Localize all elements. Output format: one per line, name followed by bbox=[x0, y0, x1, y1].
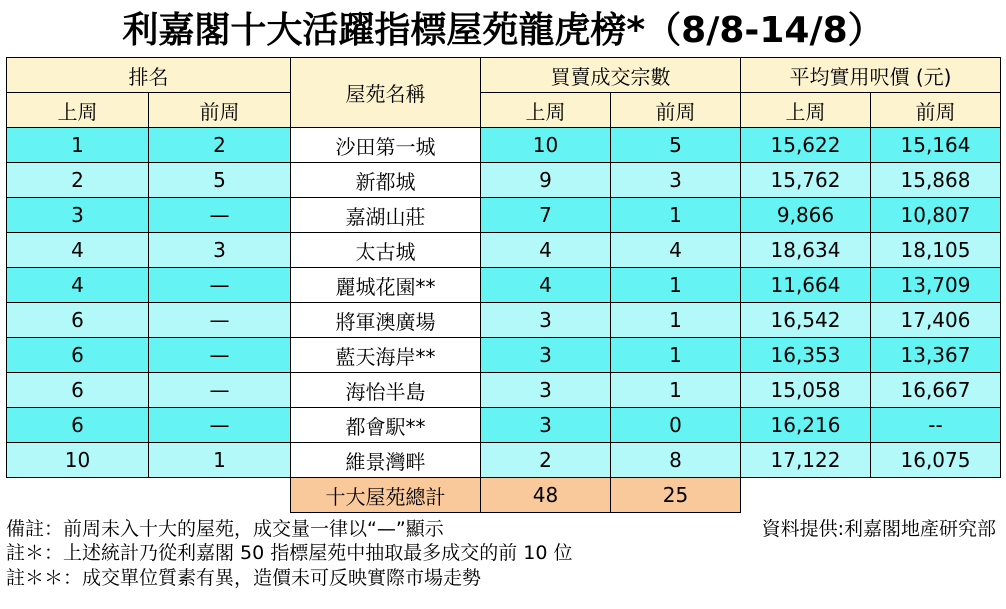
cell-deals-prev-week: 4 bbox=[611, 233, 741, 268]
cell-price-last-week: 18,634 bbox=[741, 233, 871, 268]
cell-deals-last-week: 3 bbox=[481, 408, 611, 443]
cell-estate-name: 新都城 bbox=[291, 163, 481, 198]
header-average-price: 平均實用呎價 (元) bbox=[741, 58, 1001, 93]
table-row bbox=[7, 408, 1001, 443]
table-row bbox=[7, 338, 1001, 373]
total-deals-last-week: 48 bbox=[481, 478, 611, 513]
cell-deals-last-week: 3 bbox=[481, 303, 611, 338]
cell-deals-prev-week: 3 bbox=[611, 163, 741, 198]
cell-deals-prev-week: 1 bbox=[611, 303, 741, 338]
cell-rank-prev-week: — bbox=[149, 338, 291, 373]
cell-rank-prev-week: — bbox=[149, 268, 291, 303]
cell-deals-last-week: 10 bbox=[481, 128, 611, 163]
cell-estate-name: 海怡半島 bbox=[291, 373, 481, 408]
cell-deals-last-week: 7 bbox=[481, 198, 611, 233]
cell-rank-prev-week: — bbox=[149, 303, 291, 338]
cell-rank-prev-week: 2 bbox=[149, 128, 291, 163]
footnote-remark: 備註：前周未入十大的屋苑，成交量一律以“—”顯示 bbox=[6, 518, 444, 540]
table-row bbox=[7, 198, 1001, 233]
cell-rank-prev-week: — bbox=[149, 198, 291, 233]
cell-rank-prev-week: — bbox=[149, 373, 291, 408]
estate-ranking-table bbox=[6, 57, 1001, 513]
footnote-double-asterisk: 註＊＊：成交單位質素有異，造價未可反映實際市場走勢 bbox=[6, 566, 482, 589]
table-header-sub-row bbox=[7, 93, 1001, 128]
table-header-group-row bbox=[7, 58, 1001, 93]
total-deals-prev-week: 25 bbox=[611, 478, 741, 513]
subheader-deals-prev-week: 前周 bbox=[611, 93, 741, 128]
subheader-rank-prev-week: 前周 bbox=[149, 93, 291, 128]
cell-estate-name: 維景灣畔 bbox=[291, 443, 481, 478]
cell-rank-last-week: 6 bbox=[7, 338, 149, 373]
table-row bbox=[7, 163, 1001, 198]
cell-price-last-week: 15,058 bbox=[741, 373, 871, 408]
cell-deals-last-week: 4 bbox=[481, 268, 611, 303]
cell-deals-last-week: 9 bbox=[481, 163, 611, 198]
cell-price-last-week: 16,542 bbox=[741, 303, 871, 338]
cell-deals-last-week: 4 bbox=[481, 233, 611, 268]
subheader-rank-last-week: 上周 bbox=[7, 93, 149, 128]
cell-rank-last-week: 3 bbox=[7, 198, 149, 233]
cell-rank-last-week: 6 bbox=[7, 408, 149, 443]
cell-deals-last-week: 2 bbox=[481, 443, 611, 478]
cell-deals-last-week: 3 bbox=[481, 338, 611, 373]
subheader-price-prev-week: 前周 bbox=[871, 93, 1001, 128]
total-label: 十大屋苑總計 bbox=[291, 478, 481, 513]
cell-rank-last-week: 2 bbox=[7, 163, 149, 198]
header-deal-count: 買賣成交宗數 bbox=[481, 58, 741, 93]
cell-price-prev-week: 17,406 bbox=[871, 303, 1001, 338]
cell-price-prev-week: -- bbox=[871, 408, 1001, 443]
cell-rank-last-week: 1 bbox=[7, 128, 149, 163]
cell-price-last-week: 16,216 bbox=[741, 408, 871, 443]
table-row bbox=[7, 233, 1001, 268]
cell-estate-name: 麗城花園** bbox=[291, 268, 481, 303]
cell-price-last-week: 9,866 bbox=[741, 198, 871, 233]
cell-price-last-week: 15,622 bbox=[741, 128, 871, 163]
total-spacer-left bbox=[7, 478, 149, 513]
cell-deals-prev-week: 8 bbox=[611, 443, 741, 478]
cell-rank-last-week: 6 bbox=[7, 303, 149, 338]
cell-rank-last-week: 6 bbox=[7, 373, 149, 408]
table-row bbox=[7, 443, 1001, 478]
footnotes bbox=[6, 517, 1000, 590]
cell-price-prev-week: 16,075 bbox=[871, 443, 1001, 478]
cell-price-prev-week: 16,667 bbox=[871, 373, 1001, 408]
cell-estate-name: 沙田第一城 bbox=[291, 128, 481, 163]
subheader-deals-last-week: 上周 bbox=[481, 93, 611, 128]
cell-price-prev-week: 15,164 bbox=[871, 128, 1001, 163]
table-row bbox=[7, 303, 1001, 338]
total-row bbox=[7, 478, 1001, 513]
cell-price-prev-week: 15,868 bbox=[871, 163, 1001, 198]
page-title: 利嘉閣十大活躍指標屋苑龍虎榜*（8/8-14/8） bbox=[122, 10, 884, 51]
table-footer bbox=[7, 478, 1001, 513]
cell-deals-prev-week: 1 bbox=[611, 373, 741, 408]
total-spacer-right bbox=[741, 478, 871, 513]
total-spacer-right2 bbox=[871, 478, 1001, 513]
table-row bbox=[7, 128, 1001, 163]
cell-estate-name: 藍天海岸** bbox=[291, 338, 481, 373]
cell-price-last-week: 11,664 bbox=[741, 268, 871, 303]
cell-price-prev-week: 13,367 bbox=[871, 338, 1001, 373]
cell-price-last-week: 17,122 bbox=[741, 443, 871, 478]
table-row bbox=[7, 268, 1001, 303]
cell-rank-prev-week: — bbox=[149, 408, 291, 443]
cell-price-last-week: 16,353 bbox=[741, 338, 871, 373]
cell-deals-prev-week: 5 bbox=[611, 128, 741, 163]
footnote-asterisk: 註＊：上述統計乃從利嘉閣 50 指標屋苑中抽取最多成交的前 10 位 bbox=[6, 542, 573, 565]
cell-rank-prev-week: 3 bbox=[149, 233, 291, 268]
cell-estate-name: 太古城 bbox=[291, 233, 481, 268]
cell-price-prev-week: 13,709 bbox=[871, 268, 1001, 303]
cell-rank-prev-week: 1 bbox=[149, 443, 291, 478]
table-row bbox=[7, 373, 1001, 408]
cell-rank-prev-week: 5 bbox=[149, 163, 291, 198]
cell-deals-last-week: 3 bbox=[481, 373, 611, 408]
cell-estate-name: 嘉湖山莊 bbox=[291, 198, 481, 233]
cell-price-prev-week: 18,105 bbox=[871, 233, 1001, 268]
footnote-row-1 bbox=[6, 517, 1000, 541]
cell-price-prev-week: 10,807 bbox=[871, 198, 1001, 233]
cell-deals-prev-week: 1 bbox=[611, 198, 741, 233]
data-source: 資料提供:利嘉閣地產研究部 bbox=[761, 518, 996, 540]
cell-price-last-week: 15,762 bbox=[741, 163, 871, 198]
total-spacer-left2 bbox=[149, 478, 291, 513]
cell-rank-last-week: 4 bbox=[7, 233, 149, 268]
table-body bbox=[7, 128, 1001, 478]
header-estate-name: 屋苑名稱 bbox=[291, 58, 481, 128]
cell-deals-prev-week: 1 bbox=[611, 268, 741, 303]
cell-estate-name: 都會駅** bbox=[291, 408, 481, 443]
header-rank: 排名 bbox=[7, 58, 291, 93]
cell-rank-last-week: 4 bbox=[7, 268, 149, 303]
cell-rank-last-week: 10 bbox=[7, 443, 149, 478]
cell-deals-prev-week: 1 bbox=[611, 338, 741, 373]
cell-estate-name: 將軍澳廣場 bbox=[291, 303, 481, 338]
cell-deals-prev-week: 0 bbox=[611, 408, 741, 443]
subheader-price-last-week: 上周 bbox=[741, 93, 871, 128]
